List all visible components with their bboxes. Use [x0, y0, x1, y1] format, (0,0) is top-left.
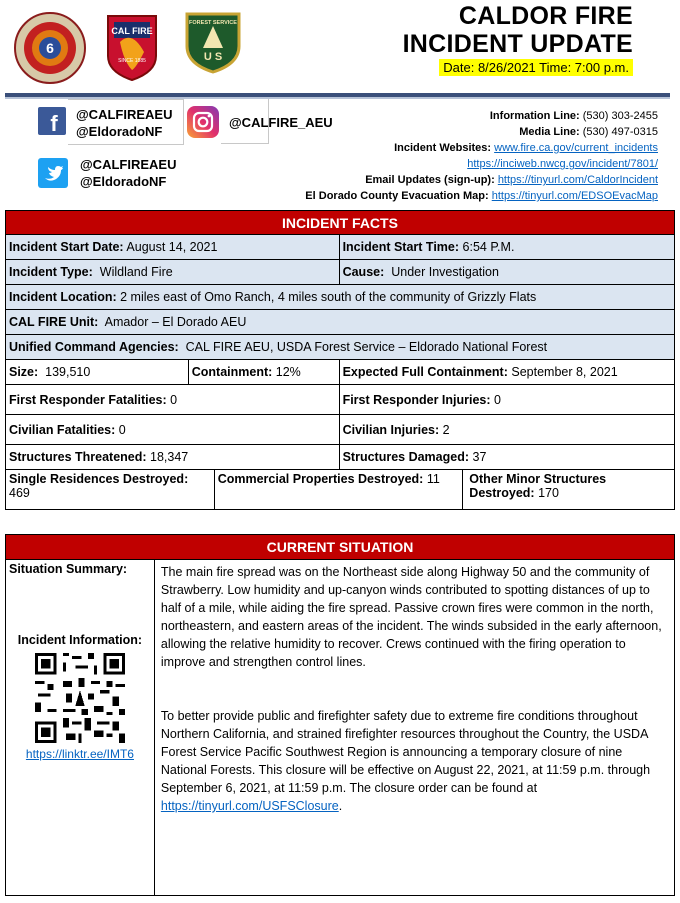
media-line-value: (530) 497-0315: [582, 126, 658, 138]
websites-label: Incident Websites:: [394, 142, 492, 154]
twitter-handle-1[interactable]: @CALFIREAEU: [80, 157, 177, 172]
civ-injuries-cell: [339, 415, 674, 445]
type-cell: [6, 260, 340, 285]
info-line-label: Information Line:: [489, 110, 580, 122]
incident-facts-table: [5, 210, 675, 510]
seal2-sub: SINCE 1885: [118, 58, 146, 64]
start-date-cell: [6, 235, 340, 260]
media-line-label: Media Line:: [519, 126, 580, 138]
twitter-icon[interactable]: [38, 158, 68, 193]
fr-fatalities-cell: [6, 385, 340, 415]
threatened-value: 18,347: [150, 450, 189, 464]
facebook-handle-2[interactable]: @EldoradoNF: [76, 124, 163, 139]
situation-summary-label: Situation Summary:: [9, 562, 128, 576]
situation-paragraph-2-text: To better provide public and firefighter safety due to extreme fire conditions throughout Northern California, and strained firefighter resources throughout the Country, the USDA Forest Service Pacific Southwest Region is announcing a temporary closure of nine National Forests. This closure will be effective on August 22, 2021, at 11:59 p.m. through September 6, 2021, at 11:59 p.m. The closure order can be found at: [160, 709, 651, 795]
full-containment-label: Expected Full Containment:: [342, 365, 508, 379]
date-time: Date: 8/26/2021 Time: 7:00 p.m.: [439, 59, 633, 76]
title-line-2: INCIDENT UPDATE: [402, 30, 633, 58]
cal-fire-team-seal: [14, 12, 86, 89]
damaged-label: Structures Damaged:: [342, 450, 470, 464]
incident-information-label: Incident Information:: [17, 633, 143, 647]
fr-injuries-cell: [339, 385, 674, 415]
email-signup-link[interactable]: https://tinyurl.com/CaldorIncident: [497, 174, 658, 186]
location-cell: [6, 285, 675, 310]
size-value: 139,510: [45, 365, 91, 379]
fr-injuries-label: First Responder Injuries:: [342, 392, 491, 407]
damaged-cell: [339, 445, 674, 470]
location-value: 2 miles east of Omo Ranch, 4 miles south of the community of Grizzly Flats: [120, 290, 537, 304]
residences-label: Single Residences Destroyed:: [9, 472, 189, 486]
threatened-cell: [6, 445, 340, 470]
info-line-value: (530) 303-2455: [582, 110, 658, 122]
agencies-value: CAL FIRE AEU, USDA Forest Service – Eldorado National Forest: [185, 340, 548, 354]
minor-value: 170: [538, 486, 559, 500]
unit-label: CAL FIRE Unit:: [9, 315, 99, 329]
containment-value: 12%: [275, 365, 301, 379]
seal2-label: CAL FIRE: [111, 26, 153, 36]
email-label: Email Updates (sign-up):: [365, 174, 495, 186]
twitter-handle-2[interactable]: @EldoradoNF: [80, 174, 167, 189]
current-situation-heading: CURRENT SITUATION: [6, 535, 675, 560]
website-link-2[interactable]: https://inciweb.nwcg.gov/incident/7801/: [467, 158, 658, 170]
evac-map-link[interactable]: https://tinyurl.com/EDSOEvacMap: [491, 190, 658, 202]
agencies-cell: [6, 335, 675, 360]
qr-code-icon[interactable]: [35, 653, 125, 743]
fr-fatalities-value: 0: [170, 392, 178, 407]
unit-cell: [6, 310, 675, 335]
unit-value: Amador – El Dorado AEU: [104, 315, 247, 329]
cause-label: Cause:: [342, 265, 385, 279]
minor-cell: [463, 470, 675, 510]
start-date-value: August 14, 2021: [126, 240, 218, 254]
minor-label: Other Minor Structures Destroyed:: [469, 472, 607, 500]
forest-service-shield: [183, 12, 243, 79]
fr-injuries-value: 0: [494, 392, 501, 407]
current-situation-table: [5, 534, 675, 896]
civ-fatalities-label: Civilian Fatalities:: [9, 422, 116, 437]
title-line-1: CALDOR FIRE: [458, 2, 633, 30]
commercial-cell: [214, 470, 463, 510]
contact-info: [305, 108, 658, 204]
start-date-label: Incident Start Date:: [9, 240, 124, 254]
title-block: [403, 2, 633, 77]
damaged-value: 37: [472, 450, 487, 464]
instagram-handle[interactable]: @CALFIRE_AEU: [229, 115, 333, 130]
instagram-icon[interactable]: [187, 106, 219, 143]
residences-value: 469: [9, 486, 30, 500]
containment-cell: [188, 360, 339, 385]
twitter-handles: [80, 156, 176, 190]
evac-map-label: El Dorado County Evacuation Map:: [305, 190, 489, 202]
commercial-value: 11: [426, 472, 440, 486]
civ-injuries-label: Civilian Injuries:: [342, 422, 440, 437]
threatened-label: Structures Threatened:: [9, 450, 147, 464]
containment-label: Containment:: [191, 365, 273, 379]
situation-paragraph-2-end: .: [338, 799, 343, 813]
situation-paragraph-1: The main fire spread was on the Northeast side along Highway 50 and the community of Strawberry. Low humidity and up-canyon winds contributed to spotting distances of up to half of a mile, while aiding the fire spread. Passive crown fires were common in the north, northeastern, and eastern areas of the incident. The winds subsided in the early afternoon, allowing the relative humidity to recover. Crews continued with the firing operation to improve and strengthen control lines.: [160, 565, 662, 669]
commercial-label: Commercial Properties Destroyed:: [217, 472, 424, 486]
location-label: Incident Location:: [9, 290, 117, 304]
full-containment-cell: [339, 360, 674, 385]
fr-fatalities-label: First Responder Fatalities:: [9, 392, 167, 407]
size-label: Size:: [9, 365, 39, 379]
type-label: Incident Type:: [9, 265, 93, 279]
cause-cell: [339, 260, 674, 285]
civ-fatalities-value: 0: [118, 422, 126, 437]
start-time-label: Incident Start Time:: [342, 240, 460, 254]
full-containment-value: September 8, 2021: [511, 365, 618, 379]
facebook-handles: [68, 99, 184, 145]
facebook-icon[interactable]: [38, 107, 66, 140]
situation-text-cell: [154, 560, 674, 896]
residences-cell: [6, 470, 215, 510]
type-value: Wildland Fire: [99, 265, 173, 279]
seal1-number: 6: [46, 40, 54, 56]
incident-facts-heading: INCIDENT FACTS: [6, 211, 675, 235]
seal3-label: FOREST SERVICE: [189, 20, 237, 26]
cause-value: Under Investigation: [391, 265, 499, 279]
qr-link[interactable]: https://linktr.ee/IMT6: [25, 747, 134, 761]
size-cell: [6, 360, 189, 385]
seal3-sub: U S: [203, 51, 223, 63]
agencies-label: Unified Command Agencies:: [9, 340, 179, 354]
website-link-1[interactable]: www.fire.ca.gov/current_incidents: [494, 142, 658, 154]
start-time-cell: [339, 235, 674, 260]
civ-injuries-value: 2: [442, 422, 450, 437]
svg-text:f: f: [50, 111, 58, 135]
start-time-value: 6:54 P.M.: [462, 240, 515, 254]
facebook-handle-1[interactable]: @CALFIREAEU: [76, 107, 173, 122]
left-label-cell: [6, 560, 155, 896]
situation-paragraph-2: [161, 707, 668, 815]
cal-fire-logo: [106, 12, 158, 87]
civ-fatalities-cell: [6, 415, 340, 445]
usfs-closure-link[interactable]: https://tinyurl.com/USFSClosure: [160, 799, 339, 813]
